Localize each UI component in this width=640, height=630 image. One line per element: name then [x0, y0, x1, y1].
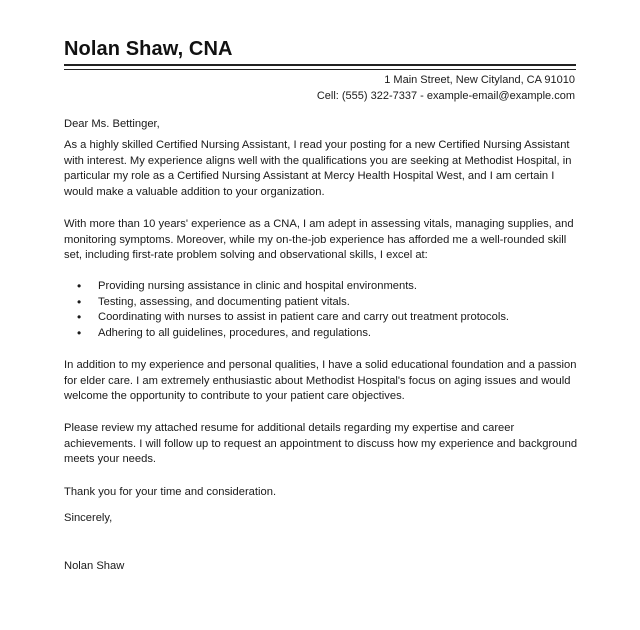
signature-name: Nolan Shaw [64, 560, 125, 572]
bullet-icon: • [77, 279, 82, 293]
list-item: • Providing nursing assistance in clinic and hospital environments. [77, 279, 418, 293]
contact-line: Cell: (555) 322-7337 - example-email@example.com [316, 90, 575, 102]
salutation: Dear Ms. Bettinger, [64, 118, 160, 130]
closing: Sincerely, [64, 512, 113, 524]
bullet-icon: • [77, 325, 82, 340]
skills-list [77, 279, 577, 341]
header-divider-thin [64, 69, 576, 70]
bullet-icon: • [77, 294, 82, 309]
paragraph-4: Please review my attached resume for additional details regarding my expertise and career achievements. I will follow up to request an appointment to discuss how my experience and background meets your needs. [64, 422, 578, 466]
paragraph-5: Thank you for your time and consideration. [64, 486, 277, 498]
list-item: • Testing, assessing, and documenting patient vitals. [77, 294, 350, 309]
paragraph-3: In addition to my experience and personal qualities, I have a solid educational foundation and a passion for elder care. I am extremely enthusiastic about Methodist Hospital's focus on aging issues and would welcome the opportunity to contribute to your patient care objectives. [64, 359, 577, 403]
list-item: • Coordinating with nurses to assist in patient care and carry out treatment protocols. [77, 310, 510, 325]
bullet-icon: • [77, 310, 82, 325]
header-divider-thick [64, 64, 576, 66]
address-line: 1 Main Street, New Cityland, CA 91010 [384, 74, 575, 86]
paragraph-1: As a highly skilled Certified Nursing Assistant, I read your posting for a new Certified Nursing Assistant with interest. My experience aligns well with the qualifications you are seeking at Methodist Hospital, in particular my role as a Certified Nursing Assistant at Mercy Health Hospital West, and I am certain I would make a valuable addition to your organization. [64, 139, 572, 198]
list-item: • Adhering to all guidelines, procedures, and regulations. [77, 325, 372, 340]
paragraph-2: With more than 10 years' experience as a CNA, I am adept in assessing vitals, managing supplies, and monitoring symptoms. Moreover, while my on-the-job experience has afforded me a well-rounded skill set, including first-rate problem solving and observational skills, I excel at: [64, 218, 574, 262]
applicant-name: Nolan Shaw, CNA [64, 38, 233, 60]
